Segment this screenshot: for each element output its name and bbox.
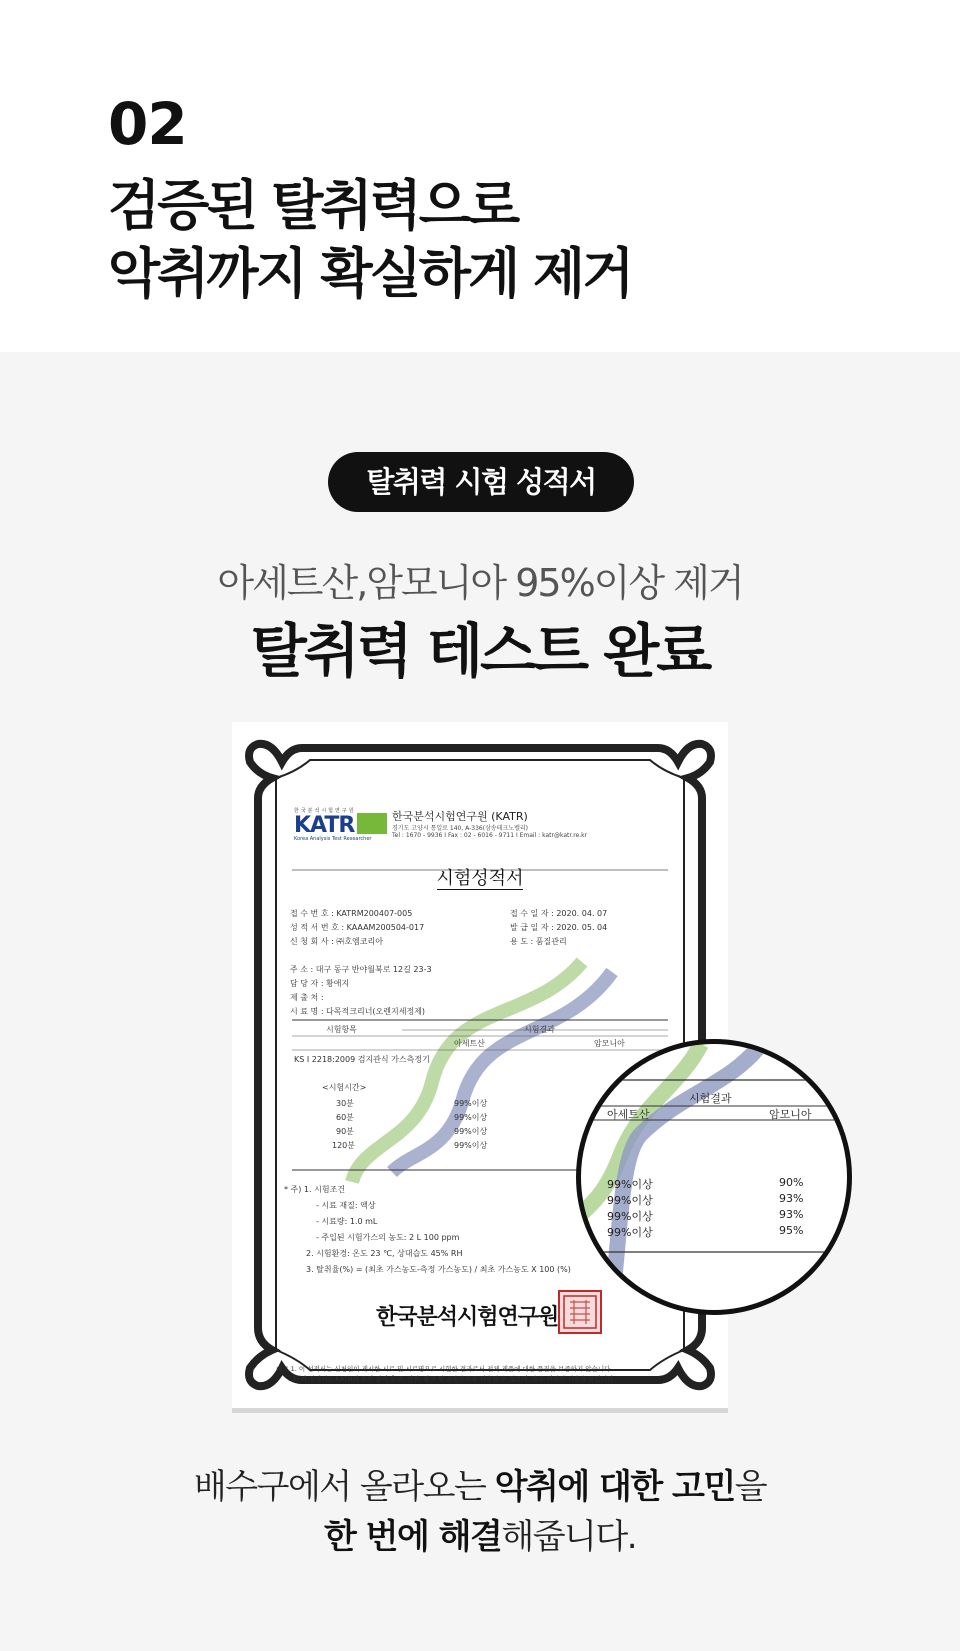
field-purpose: 용 도 : 품질관리 bbox=[510, 937, 567, 946]
magnified-acetic-4: 99%이상 bbox=[607, 1226, 653, 1239]
time-90: 90분 bbox=[336, 1127, 354, 1136]
note-3: - 주입된 시험가스의 농도: 2 L 100 ppm bbox=[316, 1233, 460, 1242]
org-contact: Tel : 1670 - 9936 I Fax : 02 - 6016 - 9711 I Email : katr@katr.re.kr bbox=[392, 832, 588, 839]
time-label: <시험시간> bbox=[322, 1083, 367, 1092]
field-applicant: 신 청 회 사 : ㈜호엠코리아 bbox=[290, 937, 383, 946]
magnified-ammonia-2: 93% bbox=[779, 1192, 804, 1205]
section-number: 02 bbox=[108, 90, 187, 158]
org-name: 한국분석시험연구원 (KATR) bbox=[392, 810, 528, 823]
footer-note-2: 2. 이 성적서는 KATR의 동의 없이 홍보, 선전, 광고 및 소송용으로 사용될 수 없으며, 용도 이외의 사용을 금합니다. bbox=[292, 1375, 616, 1383]
closing-line-2: 한 번에 해결해줍니다. bbox=[323, 1517, 637, 1557]
magnified-ammonia-1: 90% bbox=[779, 1176, 804, 1189]
note-4: 2. 시험환경: 온도 23 ℃, 상대습도 45% RH bbox=[306, 1249, 463, 1258]
note-1: - 시료 재질: 액상 bbox=[316, 1201, 376, 1210]
acetic-120: 99%이상 bbox=[454, 1141, 488, 1150]
section-headline bbox=[108, 172, 631, 308]
note-0: * 주) 1. 시험조건 bbox=[284, 1185, 346, 1194]
field-sample-name: 시 료 명 : 다목적크리너(오렌지세정제) bbox=[290, 1007, 426, 1016]
col-acetic: 아세트산 bbox=[454, 1039, 485, 1048]
col-ammonia: 암모니아 bbox=[594, 1039, 625, 1048]
acetic-60: 99%이상 bbox=[454, 1113, 488, 1122]
closing-text bbox=[0, 1462, 960, 1562]
closing-line-1: 배수구에서 올라오는 악취에 대한 고민을 bbox=[193, 1467, 767, 1507]
sub-heading: 아세트산,암모니아 95%이상 제거 bbox=[217, 561, 743, 605]
main-heading: 탈취력 테스트 완료 bbox=[250, 617, 710, 685]
magnified-acetic-1: 99%이상 bbox=[607, 1178, 653, 1191]
magnified-col-acetic: 아세트산 bbox=[607, 1108, 650, 1121]
time-120: 120분 bbox=[332, 1141, 355, 1150]
intro-section bbox=[0, 0, 960, 352]
field-address: 주 소 : 대구 동구 반야월북로 12길 23-3 bbox=[290, 965, 432, 974]
magnified-result-table bbox=[576, 1039, 852, 1315]
note-5: 3. 탈취율(%) = (최초 가스농도-측정 가스농도) / 최초 가스농도 X 100 (%) bbox=[306, 1265, 571, 1274]
field-manager: 담 당 자 : 황애지 bbox=[290, 979, 350, 988]
time-60: 60분 bbox=[336, 1113, 354, 1122]
org-address: 경기도 고양시 통일로 140, A-336(삼송테크노밸리) bbox=[392, 825, 528, 832]
magnified-acetic-2: 99%이상 bbox=[607, 1194, 653, 1207]
magnified-ammonia-4: 95% bbox=[779, 1224, 804, 1237]
issuer-name: 한국분석시험연구원 bbox=[376, 1305, 559, 1330]
test-report-badge: 탈취력 시험 성적서 bbox=[328, 452, 634, 512]
time-30: 30분 bbox=[336, 1099, 354, 1108]
col-test-result: 시험결과 bbox=[524, 1025, 555, 1034]
test-method: KS I 2218:2009 검지관식 가스측정기 bbox=[294, 1055, 430, 1064]
field-issue-date: 발 급 일 자 : 2020. 05. 04 bbox=[510, 923, 608, 932]
field-receipt-date: 접 수 일 자 : 2020. 04. 07 bbox=[510, 909, 608, 918]
magnified-col-ammonia: 암모니아 bbox=[769, 1108, 812, 1121]
field-receipt-no: 접 수 번 호 : KATRM200407-005 bbox=[290, 909, 413, 918]
magnified-ammonia-3: 93% bbox=[779, 1208, 804, 1221]
acetic-30: 99%이상 bbox=[454, 1099, 488, 1108]
col-test-item: 시험항목 bbox=[326, 1025, 357, 1034]
field-submitted-to: 제 출 처 : bbox=[290, 993, 324, 1002]
note-2: - 시료량: 1.0 mL bbox=[316, 1217, 378, 1226]
katr-logo: 한국분석시험연구원 KATR Korea Analysis Test Researcher bbox=[294, 807, 390, 841]
footer-note-1: 비고 1. 이 성적서는 신청인이 제시한 시료 및 시료명으로 시험한 결과로서 전체 제품에 대한 품질을 보증하지 않습니다. bbox=[276, 1365, 613, 1373]
magnified-result-header: 시험결과 bbox=[689, 1092, 732, 1105]
headline-line-1: 검증된 탈취력으로 bbox=[108, 174, 518, 237]
logo-green-block bbox=[357, 813, 387, 834]
magnified-acetic-3: 99%이상 bbox=[607, 1210, 653, 1223]
document-title: 시험성적서 bbox=[436, 868, 524, 889]
field-report-no: 성 적 서 번 호 : KAAAM200504-017 bbox=[290, 923, 425, 932]
headline-line-2: 악취까지 확실하게 제거 bbox=[108, 242, 632, 305]
acetic-90: 99%이상 bbox=[454, 1127, 488, 1136]
